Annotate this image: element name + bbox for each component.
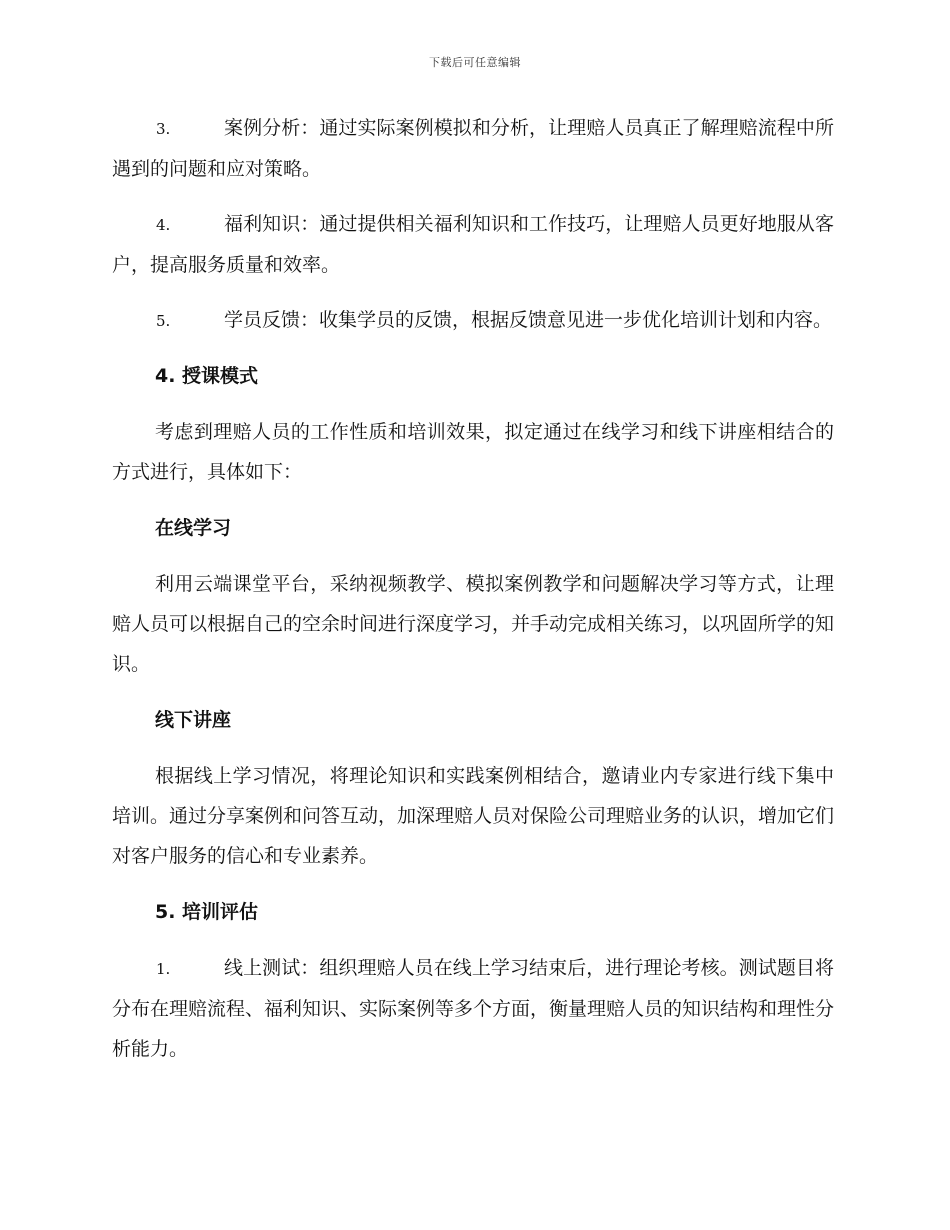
paragraph-intro: 考虑到理赔人员的工作性质和培训效果，拟定通过在线学习和线下讲座相结合的方式进行，具体如下： [112,421,834,483]
list-text: 学员反馈：收集学员的反馈，根据反馈意见进一步优化培训计划和内容。 [224,309,833,331]
list-number: 3. [156,120,171,138]
section-heading-training-evaluation: 5. 培训评估 [155,901,259,923]
list-text: 案例分析：通过实际案例模拟和分析，让理赔人员真正了解理赔流程中所遇到的问题和应对策略。 [112,117,834,180]
list-number: 1. [156,960,171,978]
list-item [112,300,834,341]
list-text: 线上测试：组织理赔人员在线上学习结束后，进行理论考核。测试题目将分布在理赔流程、福利知识、实际案例等多个方面，衡量理赔人员的知识结构和理性分析能力。 [112,957,835,1060]
paragraph-online-learning: 利用云端课堂平台，采纳视频教学、模拟案例教学和问题解决学习等方式，让理赔人员可以根据自己的空余时间进行深度学习，并手动完成相关练习，以巩固所学的知识。 [112,573,835,675]
list-number: 5. [156,312,171,330]
list-item [112,204,834,285]
page-header: 下载后可任意编辑 [429,56,521,69]
section-heading-teaching-mode: 4. 授课模式 [155,365,259,387]
list-text: 福利知识：通过提供相关福利知识和工作技巧，让理赔人员更好地服从客户，提高服务质量和效率。 [112,213,834,276]
list-number: 4. [156,216,171,234]
list-item [112,948,834,1069]
subheading-online-learning: 在线学习 [155,517,232,539]
paragraph-offline-lecture: 根据线上学习情况，将理论知识和实践案例相结合，邀请业内专家进行线下集中培训。通过分享案例和问答互动，加深理赔人员对保险公司理赔业务的认识，增加它们对客户服务的信心和专业素养。 [112,765,835,867]
list-item [112,108,834,189]
document-body [112,108,834,1084]
subheading-offline-lecture: 线下讲座 [155,709,232,731]
